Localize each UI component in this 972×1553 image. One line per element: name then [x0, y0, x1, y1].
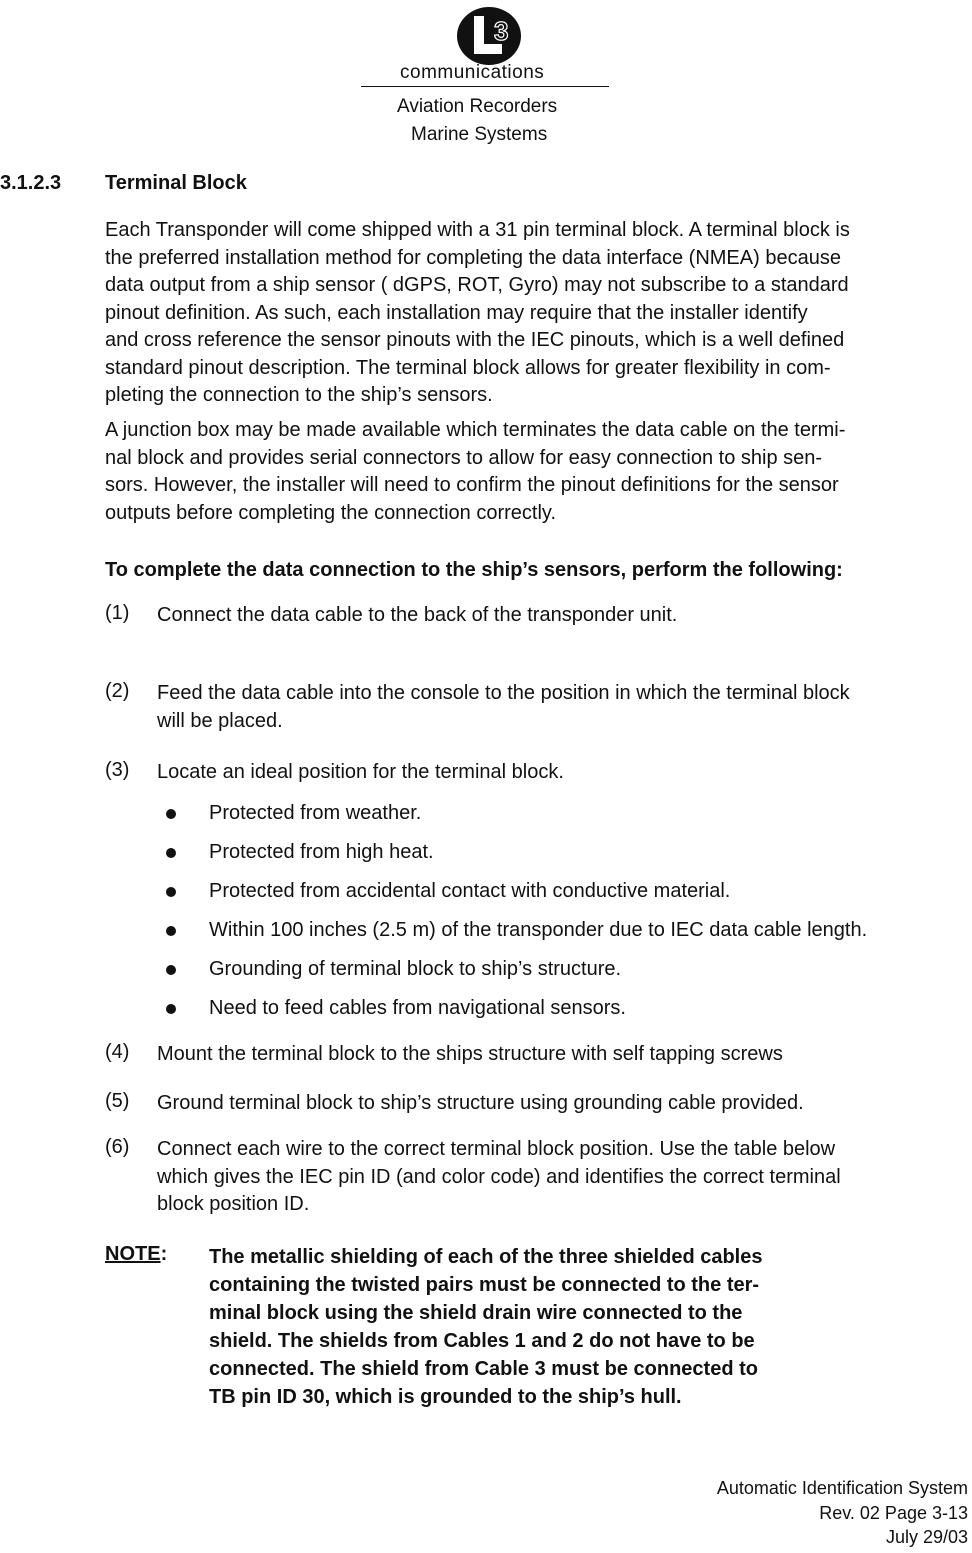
paragraph-junction-box [105, 417, 971, 527]
step-text [157, 759, 564, 787]
step-number: (4) [105, 1041, 130, 1063]
bullet-dot [166, 1004, 176, 1014]
note-line: minal block using the shield drain wire connected to the [209, 1302, 743, 1324]
procedure-intro [105, 557, 971, 585]
step-number: (2) [105, 680, 130, 702]
paragraph-line: Each Transponder will come shipped with a 31 pin terminal block. A terminal block is [105, 219, 850, 241]
company-name: communications [400, 62, 545, 83]
step-line: which gives the IEC pin ID (and color code) and identifies the correct terminal [157, 1165, 841, 1188]
note-label-text: NOTE [105, 1243, 161, 1265]
bullet-text: Protected from accidental contact with conductive material. [209, 880, 731, 902]
step-text [157, 1041, 783, 1069]
bullet-text: Protected from weather. [209, 802, 422, 824]
paragraph-line: nal block and provides serial connectors to allow for easy connection to ship sen- [105, 446, 823, 469]
paragraph-line: A junction box may be made available which terminates the data cable on the termi- [105, 419, 846, 441]
step-line: will be placed. [157, 709, 283, 732]
division-marine: Marine Systems [411, 124, 548, 145]
footer-doc-title: Automatic Identification System [716, 1478, 968, 1498]
step-number: (5) [105, 1090, 130, 1112]
bullet-text: Need to feed cables from navigational sensors. [209, 997, 626, 1019]
paragraph-line: pinout definition. As such, each installation may require that the installer identify [105, 301, 808, 324]
step-number: (3) [105, 759, 130, 781]
bullet-text: Protected from high heat. [209, 841, 434, 863]
step-line: Ground terminal block to ship’s structure using grounding cable provided. [157, 1092, 804, 1114]
step-text [157, 602, 677, 630]
step-line: Locate an ideal position for the terminal block. [157, 761, 564, 783]
logo-mark-text: 3 [494, 16, 509, 46]
paragraph-line: pleting the connection to the ship’s sensors. [105, 384, 493, 406]
note-line: The metallic shielding of each of the three shielded cables [209, 1246, 763, 1268]
bullet-dot [166, 809, 176, 819]
paragraph-line: outputs before completing the connection correctly. [105, 501, 556, 524]
bullet-dot [166, 926, 176, 936]
bullet-text: Within 100 inches (2.5 m) of the transponder due to IEC data cable length. [209, 919, 868, 941]
footer-date: July 29/03 [885, 1527, 968, 1547]
note-line: TB pin ID 30, which is grounded to the ship’s hull. [209, 1386, 682, 1408]
step-line: Mount the terminal block to the ships structure with self tapping screws [157, 1043, 783, 1065]
bullet-text: Grounding of terminal block to ship’s structure. [209, 958, 622, 980]
step-number: (1) [105, 602, 130, 624]
note-line: containing the twisted pairs must be connected to the ter- [209, 1274, 760, 1296]
note-line: connected. The shield from Cable 3 must be connected to [209, 1358, 758, 1380]
note-label [105, 1243, 167, 1266]
bullet-dot [166, 965, 176, 975]
section-title: Terminal Block [105, 172, 247, 194]
header-rule [361, 86, 609, 87]
step-text [157, 680, 850, 735]
paragraph-line: sors. However, the installer will need to confirm the pinout definitions for the sensor [105, 474, 839, 496]
procedure-intro-text: To complete the data connection to the ship’s sensors, perform the following: [105, 559, 843, 581]
step-number: (6) [105, 1136, 130, 1158]
bullet-dot [166, 848, 176, 858]
paragraph-line: standard pinout description. The terminal block allows for greater flexibility in com- [105, 356, 831, 379]
footer-revision: Rev. 02 Page 3‐13 [819, 1503, 968, 1523]
division-aviation: Aviation Recorders [397, 96, 558, 117]
paragraph-line: and cross reference the sensor pinouts with the IEC pinouts, which is a well defined [105, 329, 845, 351]
note-label-colon: : [160, 1243, 168, 1265]
paragraph-terminal-block-intro [105, 217, 971, 410]
paragraph-line: data output from a ship sensor ( dGPS, ROT, Gyro) may not subscribe to a standard [105, 274, 849, 296]
step-line: Connect the data cable to the back of the transponder unit. [157, 604, 678, 626]
step-text [157, 1090, 804, 1118]
step-line: block position ID. [157, 1193, 310, 1215]
section-number: 3.1.2.3 [0, 172, 62, 194]
l3-logo [456, 6, 522, 66]
bullet-dot [166, 887, 176, 897]
note-line: shield. The shields from Cables 1 and 2 do not have to be [209, 1330, 755, 1352]
step-line: Connect each wire to the correct terminal block position. Use the table below [157, 1138, 836, 1160]
note-text [209, 1243, 762, 1411]
paragraph-line: the preferred installation method for completing the data interface (NMEA) because [105, 246, 841, 269]
step-line: Feed the data cable into the console to the position in which the terminal block [157, 682, 850, 704]
step-text [157, 1136, 841, 1219]
